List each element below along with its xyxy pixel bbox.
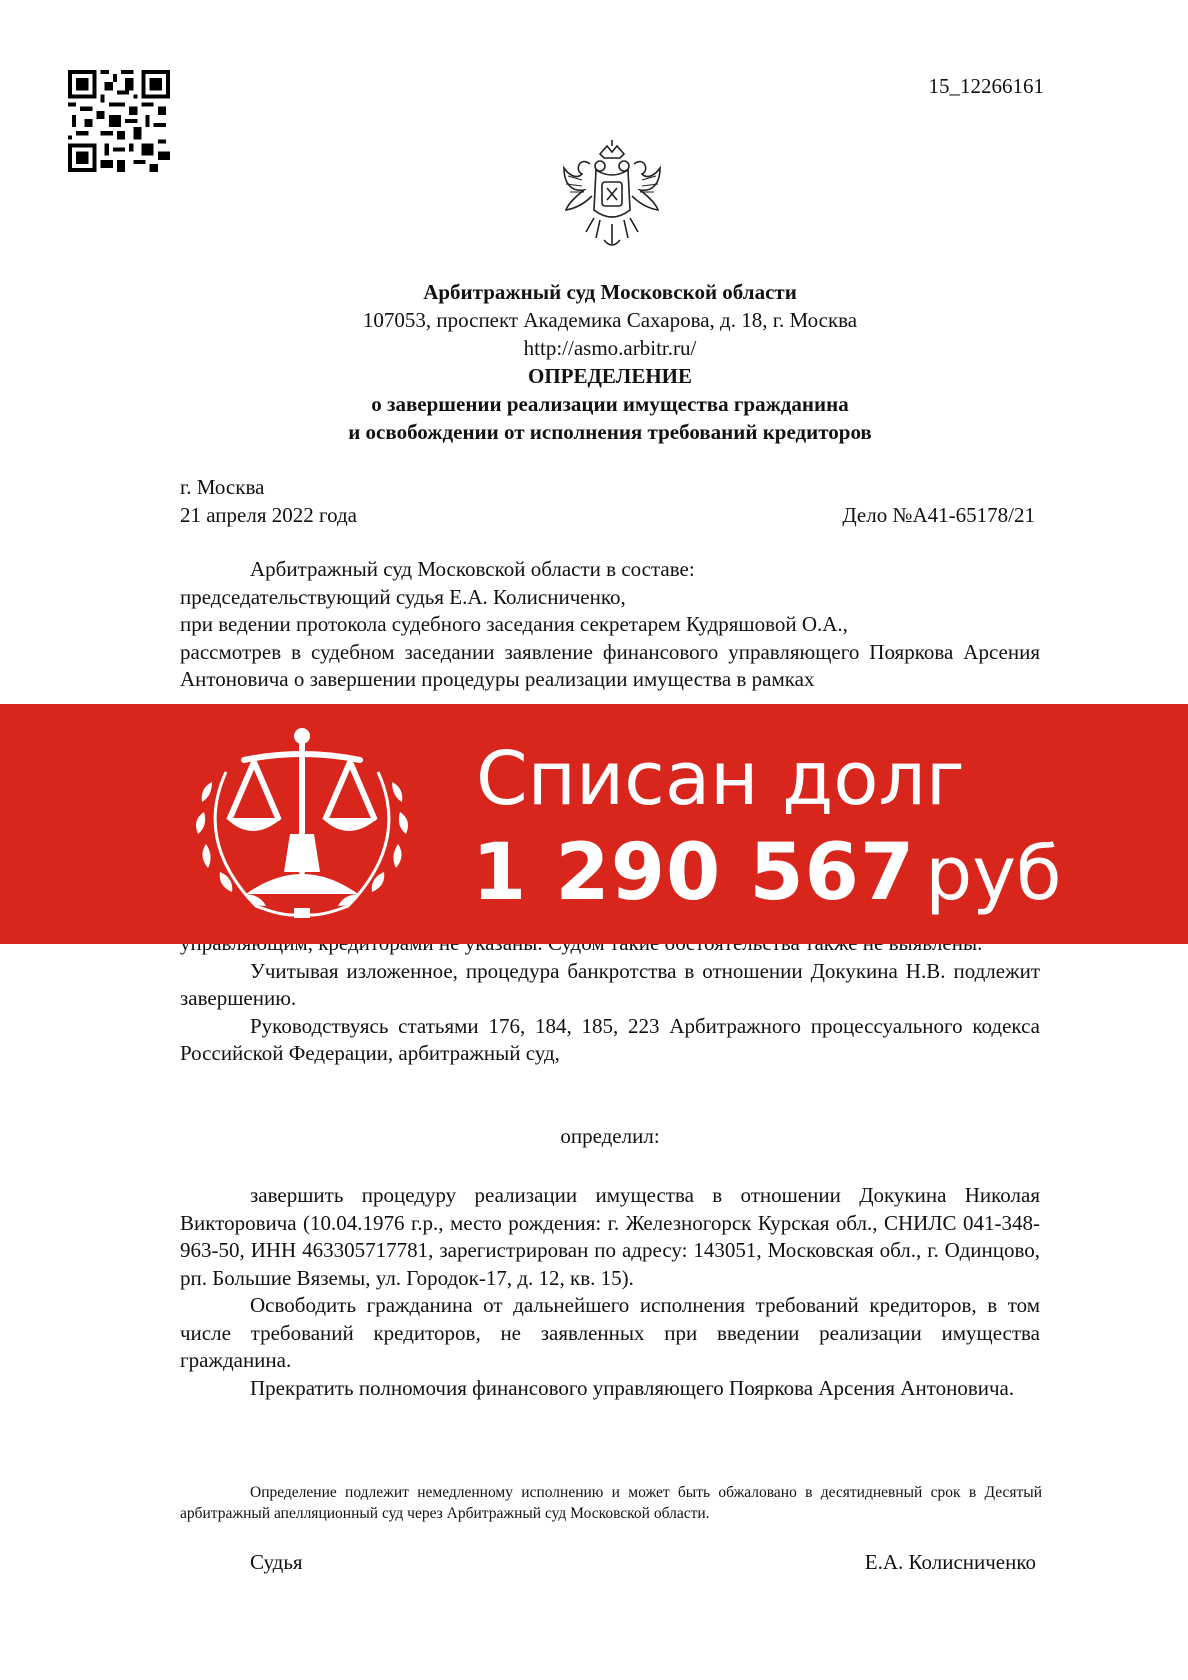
- city: г. Москва: [180, 475, 265, 499]
- ruling-paragraph-2: Освободить гражданина от дальнейшего исполнения требований кредиторов, в том числе требований кредиторов, не заявленных при введении реализации имущества гражданина.: [180, 1293, 1040, 1372]
- court-url[interactable]: http://asmo.arbitr.ru/: [523, 336, 697, 360]
- court-name: Арбитражный суд Московской области: [423, 280, 797, 304]
- document-header: [150, 278, 1070, 446]
- appeal-footnote: [180, 1482, 1042, 1524]
- judge-label: Судья: [250, 1550, 303, 1574]
- banner-title: Списан долг: [476, 736, 965, 822]
- currency: руб: [925, 831, 1062, 917]
- judge-name: Е.А. Колисниченко: [864, 1550, 1036, 1574]
- court-address: 107053, проспект Академика Сахарова, д. 18, г. Москва: [362, 308, 858, 332]
- ruling-paragraph-3: Прекратить полномочия финансового управляющего Пояркова Арсения Антоновича.: [250, 1375, 1015, 1400]
- qr-code-icon: [68, 70, 170, 172]
- intro-paragraph-4: рассмотрев в судебном заседании заявление финансового управляющего Пояркова Арсения Антоновича о завершении процедуры реализации имущества в рамках: [180, 639, 1040, 691]
- signature-block: [250, 1550, 1036, 1575]
- considering-paragraph: Учитывая изложенное, процедура банкротства в отношении Докукина Н.В. подлежит завершению.: [180, 958, 1040, 1010]
- reasoning-section: [180, 930, 1040, 1068]
- intro-paragraph-2: председательствующий судья Е.А. Колисниченко,: [180, 584, 626, 609]
- debt-amount: 1 290 567: [472, 828, 916, 918]
- document-date: 21 апреля 2022 года: [180, 503, 357, 527]
- subject-line-2: и освобождении от исполнения требований кредиторов: [348, 420, 872, 444]
- place-date-block: [180, 473, 1035, 529]
- intro-section: [180, 556, 1040, 704]
- intro-paragraph-1: Арбитражный суд Московской области в составе:: [250, 557, 695, 581]
- footnote-text: Определение подлежит немедленному исполнению и может быть обжаловано в десятидневный срок в Десятый арбитражный апелляционный суд через Арбитражный суд Московской области.: [180, 1484, 1042, 1522]
- ruling-section: [180, 1182, 1040, 1402]
- document-type: ОПРЕДЕЛЕНИЕ: [527, 364, 692, 388]
- debt-written-off-banner: [0, 704, 1188, 944]
- case-number: Дело №А41-65178/21: [842, 503, 1035, 527]
- intro-paragraph-3: при ведении протокола судебного заседания секретарем Кудряшовой О.А.,: [180, 612, 848, 636]
- document-number: 15_12266161: [928, 74, 1044, 98]
- guided-paragraph: Руководствуясь статьями 176, 184, 185, 223 Арбитражного процессуального кодекса Российской Федерации, арбитражный суд,: [180, 1013, 1040, 1065]
- ruling-heading: определил:: [560, 1124, 660, 1148]
- banner-amount: [472, 828, 1062, 918]
- ruling-paragraph-1: завершить процедуру реализации имущества в отношении Докукина Николая Викторовича (10.04.1976 г.р., место рождения: г. Железногорск Курская обл., СНИЛС 041-348-963-50, ИНН 463305717781, зарегистрирован по адресу: 143051, Московская обл., г. Одинцово, рп. Большие Вяземы, ул. Городок-17, д. 12, кв. 15).: [180, 1183, 1040, 1290]
- subject-line-1: о завершении реализации имущества гражданина: [371, 392, 849, 416]
- scales-of-justice-icon: [186, 722, 418, 927]
- coat-of-arms-icon: [560, 140, 664, 252]
